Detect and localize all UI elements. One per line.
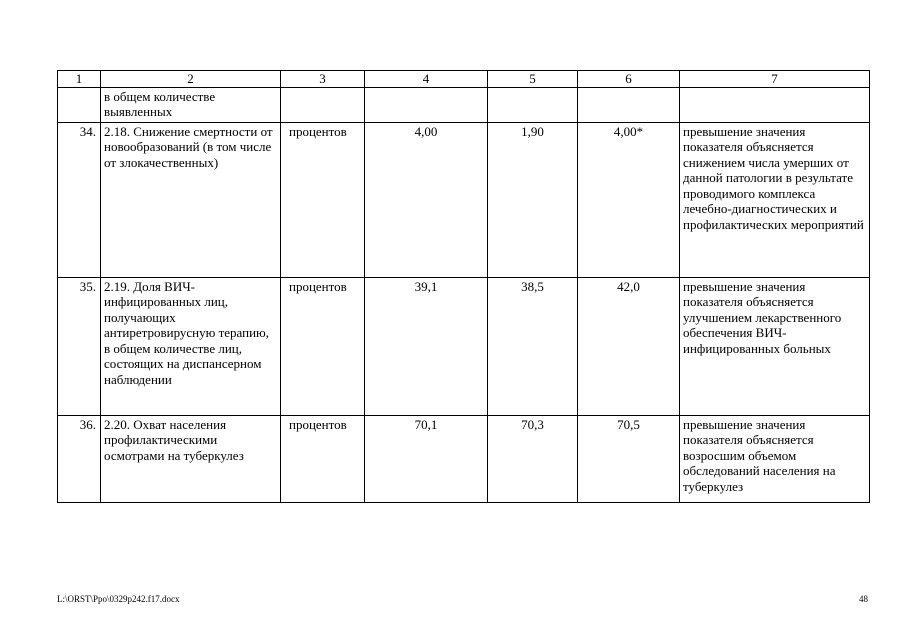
header-cell-4: 4 (365, 71, 488, 88)
row-number (58, 87, 101, 122)
header-cell-3: 3 (281, 71, 365, 88)
table-row (58, 277, 870, 415)
value-cell-4: 39,1 (365, 277, 488, 415)
header-cell-7: 7 (680, 71, 870, 88)
row-number: 35. (58, 277, 101, 415)
header-cell-2: 2 (101, 71, 281, 88)
indicator-cell: 2.18. Снижение смертности от новообразований (в том числе от злокачественных) (101, 122, 281, 277)
value-cell-4: 70,1 (365, 415, 488, 502)
table-header-row (58, 71, 870, 88)
page-number: 48 (859, 594, 868, 604)
value-cell-5: 70,3 (488, 415, 578, 502)
note-cell: превышение значения показателя объясняется снижением числа умерших от данной патологии в результате проводимого комплекса лечебно-диагностических и профилактических мероприятий (680, 122, 870, 277)
value-cell-5 (488, 87, 578, 122)
header-cell-1: 1 (58, 71, 101, 88)
indicator-cell: 2.19. Доля ВИЧ-инфицированных лиц, получающих антиретровирусную терапию, в общем количестве лиц, состоящих на диспансерном наблюдении (101, 277, 281, 415)
table-row (58, 87, 870, 122)
row-number: 36. (58, 415, 101, 502)
unit-cell (281, 87, 365, 122)
value-cell-5: 1,90 (488, 122, 578, 277)
indicator-cell: 2.20. Охват населения профилактическими осмотрами на туберкулез (101, 415, 281, 502)
table-row (58, 122, 870, 277)
unit-cell: процентов (281, 415, 365, 502)
header-cell-6: 6 (578, 71, 680, 88)
header-cell-5: 5 (488, 71, 578, 88)
note-cell: превышение значения показателя объясняется возросшим объемом обследований населения на туберкулез (680, 415, 870, 502)
value-cell-5: 38,5 (488, 277, 578, 415)
note-cell: превышение значения показателя объясняется улучшением лекарственного обеспечения ВИЧ-инфицированных больных (680, 277, 870, 415)
unit-cell: процентов (281, 277, 365, 415)
value-cell-6 (578, 87, 680, 122)
row-number: 34. (58, 122, 101, 277)
value-cell-6: 4,00* (578, 122, 680, 277)
value-cell-4: 4,00 (365, 122, 488, 277)
table-row (58, 415, 870, 502)
note-cell (680, 87, 870, 122)
value-cell-6: 42,0 (578, 277, 680, 415)
footer-file-path: L:\ORST\Ppo\0329p242.f17.docx (57, 594, 180, 604)
indicator-cell: в общем количестве выявленных (101, 87, 281, 122)
value-cell-6: 70,5 (578, 415, 680, 502)
data-table (57, 70, 870, 503)
value-cell-4 (365, 87, 488, 122)
unit-cell: процентов (281, 122, 365, 277)
